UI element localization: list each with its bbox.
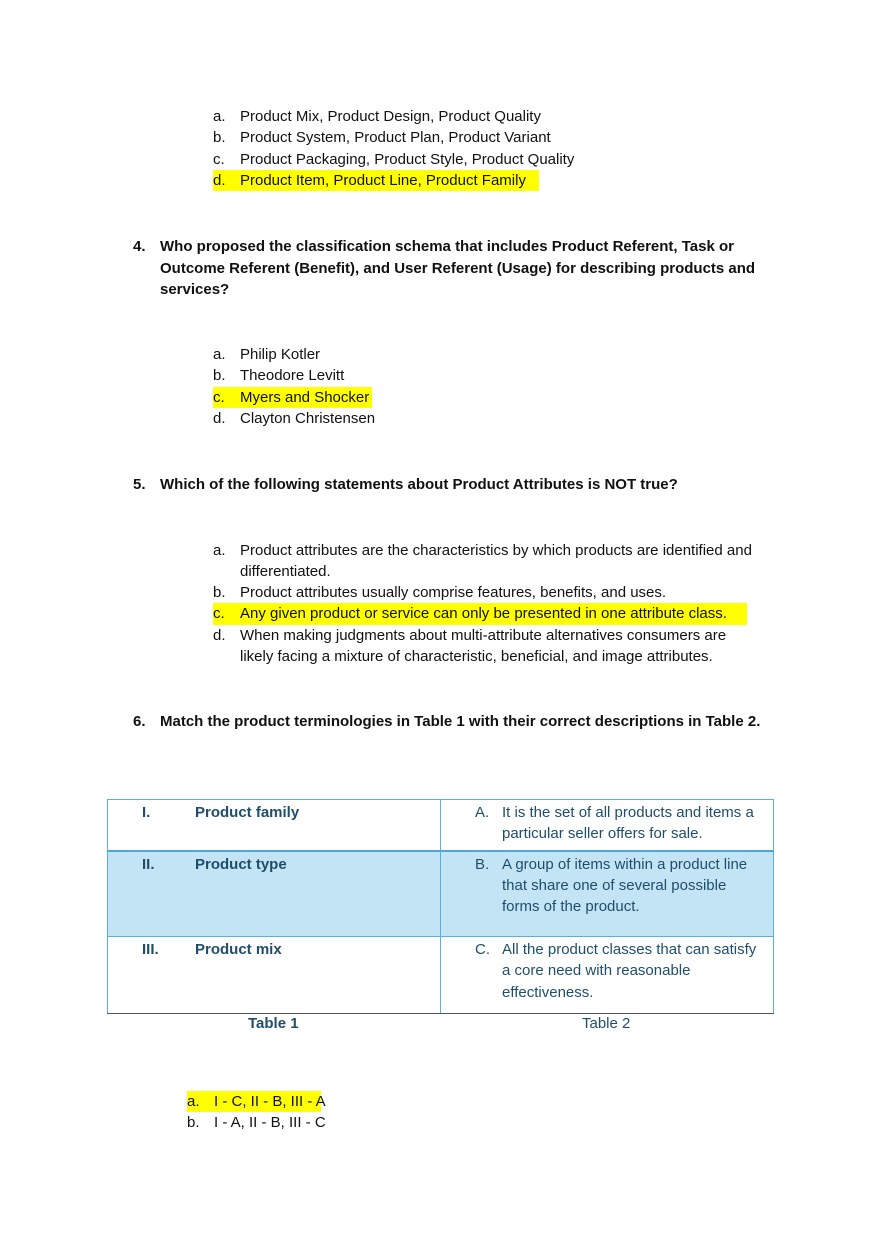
option-text: Product Packaging, Product Style, Product Quality (240, 150, 575, 168)
option-letter: b. (187, 1114, 200, 1132)
letter: B. (475, 855, 490, 873)
option-letter: d. (213, 409, 226, 427)
q5-options (213, 540, 760, 667)
question-text: Match the product terminologies in Table 1 with their correct descriptions in Table 2. (160, 713, 761, 730)
option (187, 1112, 326, 1133)
option-text: Myers and Shocker (240, 388, 370, 406)
option-letter: a. (213, 346, 226, 363)
roman-numeral: I. (142, 804, 151, 821)
question-4 (133, 236, 773, 301)
description: It is the set of all products and items a particular seller offers for sale. (502, 804, 754, 843)
option-text: Philip Kotler (240, 346, 321, 363)
option-text: Clayton Christensen (240, 409, 376, 427)
option-text: Product attributes usually comprise features, benefits, and uses. (240, 584, 667, 601)
term-cell (108, 851, 441, 937)
table-1-caption: Table 1 (248, 1015, 299, 1032)
question-5 (133, 474, 773, 496)
option (213, 582, 760, 603)
q4-options (213, 344, 376, 429)
option (213, 127, 551, 148)
option-letter: c. (213, 150, 225, 168)
option-letter: b. (213, 367, 226, 385)
roman-numeral: II. (142, 855, 155, 873)
option-letter: a. (187, 1093, 200, 1110)
option-highlighted (213, 603, 747, 624)
question-text: Who proposed the classification schema that includes Product Referent, Task or Outcome Referent (Benefit), and User Referent (Usage) for describing products and services? (160, 238, 756, 298)
term: Product family (195, 804, 300, 821)
q6-options (187, 1091, 326, 1134)
option-letter: d. (213, 171, 226, 189)
option-text: When making judgments about multi-attribute alternatives consumers are likely facing a mixture of characteristic, beneficial, and image attributes. (240, 626, 727, 665)
table-row (108, 937, 774, 1014)
term-cell (108, 937, 441, 1014)
description-cell (441, 800, 774, 851)
option-text: Product System, Product Plan, Product Variant (240, 129, 551, 147)
option-text: Product Mix, Product Design, Product Quality (240, 108, 541, 125)
option (213, 625, 760, 667)
option-text: I - A, II - B, III - C (214, 1114, 326, 1132)
option-text: I - C, II - B, III - A (214, 1093, 326, 1110)
option-highlighted (187, 1091, 326, 1112)
term: Product mix (195, 941, 282, 958)
question-6 (133, 711, 773, 733)
description-cell (441, 851, 774, 937)
option-letter: c. (213, 605, 225, 623)
term-cell (108, 800, 441, 851)
roman-numeral: III. (142, 941, 159, 958)
description-cell (441, 937, 774, 1014)
option-letter: a. (213, 542, 226, 559)
q3-options (213, 106, 575, 191)
option (213, 344, 372, 365)
option-letter: b. (213, 584, 226, 601)
option (213, 408, 376, 429)
matching-table (107, 799, 774, 1014)
option-text: Theodore Levitt (240, 367, 345, 385)
option (213, 106, 539, 127)
letter: A. (475, 804, 490, 821)
option-highlighted (213, 170, 539, 191)
question-number: 5. (133, 476, 146, 493)
table-row (108, 800, 774, 851)
question-number: 4. (133, 238, 146, 255)
option-letter: b. (213, 129, 226, 147)
question-text: Which of the following statements about Product Attributes is NOT true? (160, 476, 678, 493)
description: All the product classes that can satisfy a core need with reasonable effectiveness. (502, 941, 757, 1001)
table-2-caption: Table 2 (582, 1015, 631, 1032)
option (213, 540, 760, 582)
option-letter: c. (213, 388, 225, 406)
option-text: Any given product or service can only be presented in one attribute class. (240, 605, 727, 623)
option-letter: a. (213, 108, 226, 125)
option-highlighted (213, 387, 372, 408)
term: Product type (195, 855, 287, 873)
option-text: Product Item, Product Line, Product Family (240, 171, 526, 189)
option (213, 365, 372, 386)
letter: C. (475, 941, 490, 958)
table-row (108, 851, 774, 937)
option-text: Product attributes are the characteristics by which products are identified and differentiated. (240, 542, 752, 580)
description: A group of items within a product line that share one of several possible forms of the product. (502, 855, 748, 916)
option (213, 149, 575, 170)
question-number: 6. (133, 713, 146, 730)
option-letter: d. (213, 626, 226, 644)
